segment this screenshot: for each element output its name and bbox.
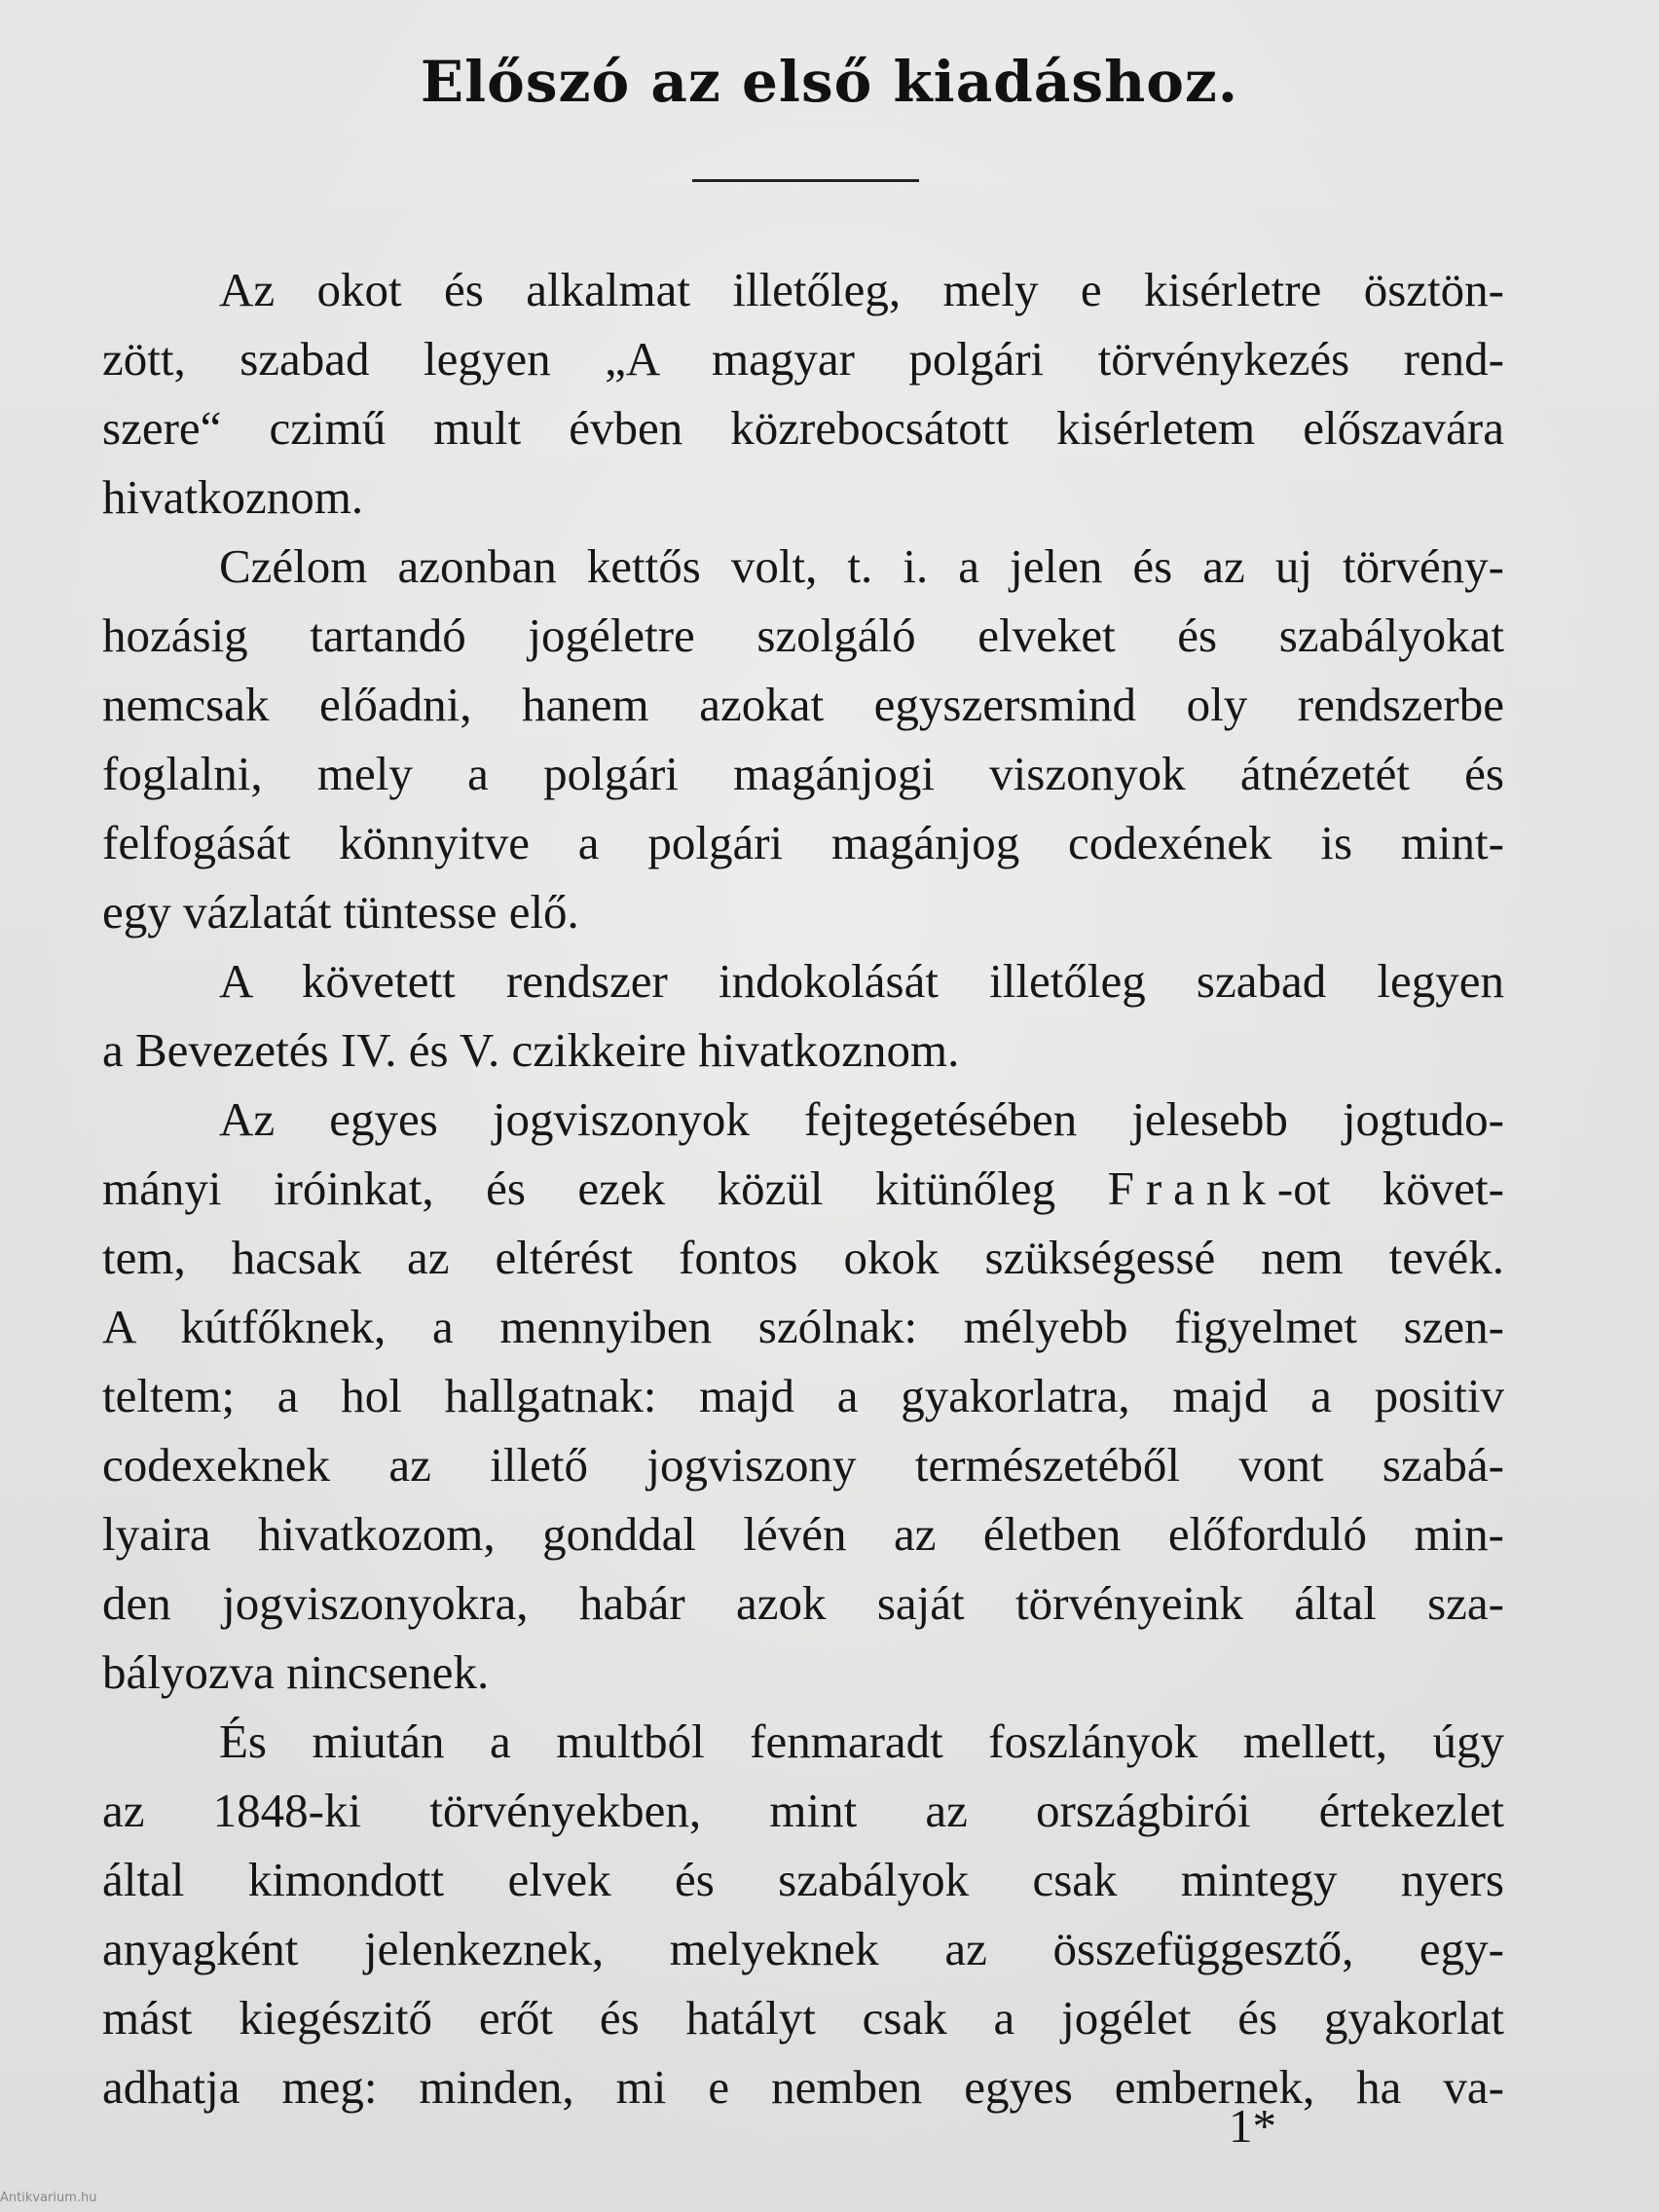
text-line: lyaira hivatkozom, gonddal lévén az életben előforduló min- [102,1507,1504,1561]
text-line: És miután a multból fenmaradt foszlányok mellett, úgy [219,1714,1504,1768]
text-segment: -ot követ- [1276,1161,1504,1215]
watermark: Antikvarium.hu [0,2191,97,2205]
text-line: Az okot és alkalmat illetőleg, mely e kisérletre ösztön- [219,263,1504,316]
text-line: nemcsak előadni, hanem azokat egyszersmind oly rendszerbe [102,678,1504,731]
text-line: anyagként jelenkeznek, melyeknek az összefüggesztő, egy- [102,1922,1504,1975]
page-title: Előszó az első kiadáshoz. [420,49,1239,115]
text-line: hozásig tartandó jogéletre szolgáló elveket és szabályokat [102,608,1504,662]
text-line: A követett rendszer indokolását illetőleg szabad legyen [219,954,1504,1008]
text-line [102,1154,1504,1223]
body-text [102,255,1504,2121]
text-line: a Bevezetés IV. és V. czikkeire hivatkoznom. [102,1023,960,1077]
text-line: szere“ czimű mult évben közrebocsátott kisérletem előszavára [102,401,1504,455]
text-line: az 1848-ki törvényekben, mint az országbirói értekezlet [102,1784,1504,1837]
text-line: adhatja meg: minden, mi e nemben egyes embernek, ha va- [102,2060,1504,2114]
text-line: codexeknek az illető jogviszony természetéből vont szabá- [102,1438,1504,1492]
text-line: teltem; a hol hallgatnak: majd a gyakorlatra, majd a positiv [102,1369,1504,1422]
text-line: hivatkoznom. [102,470,364,524]
text-line: mást kiegészitő erőt és hatályt csak a jogélet és gyakorlat [102,1991,1504,2045]
text-line: felfogását könnyitve a polgári magánjog codexének is mint- [102,816,1504,869]
page-number: 1* [1229,2099,1276,2153]
text-line: Czélom azonban kettős volt, t. i. a jelen és az uj törvény- [219,539,1504,593]
text-line: által kimondott elvek és szabályok csak mintegy nyers [102,1853,1504,1906]
text-line: A kútfőknek, a mennyiben szólnak: mélyebb figyelmet szen- [102,1300,1504,1353]
text-line: Az egyes jogviszonyok fejtegetésében jelesebb jogtudo- [219,1092,1504,1146]
text-line: foglalni, mely a polgári magánjogi viszonyok átnézetét és [102,747,1504,800]
text-line: bályozva nincsenek. [102,1645,490,1699]
text-line: egy vázlatát tüntesse elő. [102,885,579,939]
text-line: zött, szabad legyen „A magyar polgári törvénykezés rend- [102,332,1504,386]
author-name-spaced: Frank [1107,1161,1277,1215]
title-divider [692,179,919,182]
text-line: tem, hacsak az eltérést fontos okok szükségessé nem tevék. [102,1231,1504,1284]
text-segment: mányi iróinkat, és ezek közül kitünőleg [102,1161,1056,1215]
text-line: den jogviszonyokra, habár azok saját törvényeink által sza- [102,1576,1504,1630]
